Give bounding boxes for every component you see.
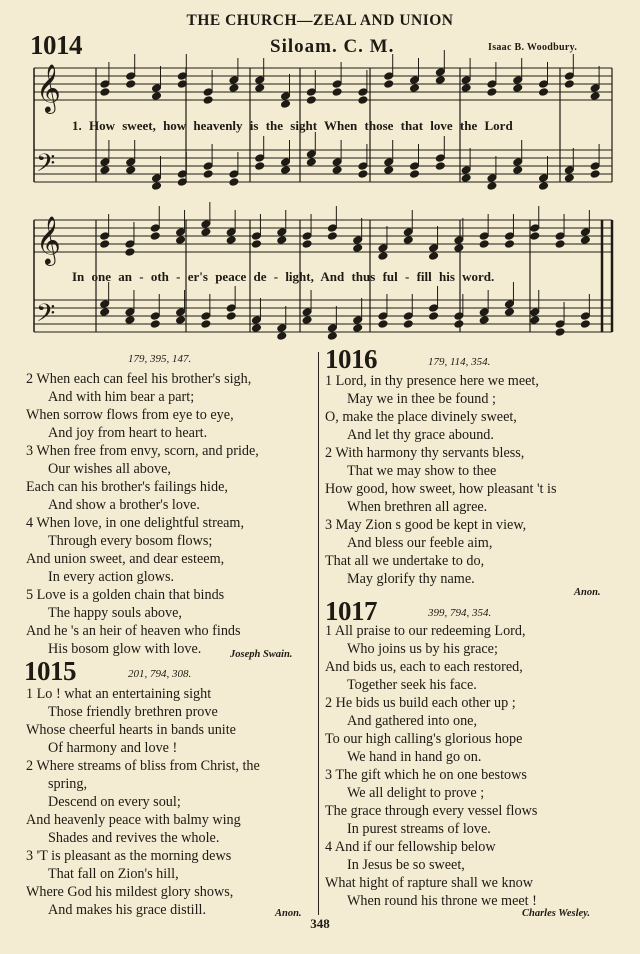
note-head xyxy=(487,174,497,183)
note-head xyxy=(251,316,261,325)
note-head xyxy=(201,228,211,237)
stanza-line: When sorrow flows from eye to eye, xyxy=(26,407,234,423)
note-head xyxy=(281,158,291,167)
note-head xyxy=(100,80,110,89)
note-head xyxy=(410,162,420,171)
note-head xyxy=(358,162,368,171)
note-head xyxy=(513,84,523,93)
stanza-line: How good, how sweet, how pleasant 't is xyxy=(325,481,557,497)
stanza-line: That fall on Zion's hill, xyxy=(48,866,179,882)
note-head xyxy=(353,316,363,325)
note-head xyxy=(281,100,291,109)
note-head xyxy=(435,154,445,163)
note-head xyxy=(479,316,489,325)
note-head xyxy=(530,316,540,325)
note-head xyxy=(100,300,110,309)
note-head xyxy=(150,312,160,321)
note-head xyxy=(302,316,312,325)
refs-1016: 179, 114, 354. xyxy=(428,356,491,368)
note-head xyxy=(201,312,211,321)
author-1014: Joseph Swain. xyxy=(230,649,293,660)
note-head xyxy=(429,252,439,261)
note-head xyxy=(100,166,110,175)
note-head xyxy=(152,182,162,191)
hymn-1016-stanzas xyxy=(325,372,630,588)
note-head xyxy=(590,84,600,93)
stanza-line: May we in thee be found ; xyxy=(347,391,496,407)
note-head xyxy=(429,312,439,321)
refs-1017: 399, 794, 354. xyxy=(428,607,492,619)
note-head xyxy=(410,76,420,85)
note-head xyxy=(564,166,574,175)
stanza-line: 2 He bids us build each other up ; xyxy=(325,695,516,711)
note-head xyxy=(435,68,445,77)
note-head xyxy=(100,88,110,97)
note-head xyxy=(358,170,368,179)
sheet-music xyxy=(0,0,640,354)
stanza-line: Whose cheerful hearts in bands unite xyxy=(26,722,236,738)
stanza-line: Who joins us by his grace; xyxy=(347,641,498,657)
note-head xyxy=(487,80,497,89)
note-head xyxy=(306,150,316,159)
note-head xyxy=(152,84,162,93)
note-head xyxy=(429,304,439,313)
note-head xyxy=(564,80,574,89)
stanza-line: That we may show to thee xyxy=(347,463,497,479)
note-head xyxy=(403,320,413,329)
note-head xyxy=(580,228,590,237)
stanza-line: Through every bosom flows; xyxy=(48,533,213,549)
note-head xyxy=(306,158,316,167)
lyric-line-2: In one an - oth - er's peace de - light, And thus ful - fill his word. xyxy=(72,269,495,284)
stanza-line: And joy from heart to heart. xyxy=(48,425,208,441)
note-head xyxy=(479,308,489,317)
note-head xyxy=(403,236,413,245)
stanza-line: 3 When free from envy, scorn, and pride, xyxy=(26,443,259,459)
note-head xyxy=(403,312,413,321)
note-head xyxy=(126,72,136,81)
stanza-line: 5 Love is a golden chain that binds xyxy=(26,587,225,603)
note-head xyxy=(454,244,464,253)
note-head xyxy=(530,232,540,241)
note-head xyxy=(580,320,590,329)
note-head xyxy=(530,224,540,233)
note-head xyxy=(281,92,291,101)
running-head: THE CHURCH—ZEAL AND UNION xyxy=(186,12,454,29)
note-head xyxy=(150,224,160,233)
stanza-line: 2 Where streams of bliss from Christ, the xyxy=(26,758,260,774)
note-head xyxy=(203,88,213,97)
note-head xyxy=(530,308,540,317)
note-head xyxy=(255,76,265,85)
tune-title: Siloam. C. M. xyxy=(270,36,395,57)
note-head xyxy=(454,236,464,245)
note-head xyxy=(410,170,420,179)
author-1017: Charles Wesley. xyxy=(522,908,591,919)
note-head xyxy=(539,80,549,89)
stanza-line: To our high calling's glorious hope xyxy=(325,731,523,747)
stanza-line: And union sweet, and dear esteem, xyxy=(26,551,225,567)
note-head xyxy=(229,84,239,93)
note-head xyxy=(487,182,497,191)
stanza-line: 1 Lord, in thy presence here we meet, xyxy=(325,373,539,389)
note-head xyxy=(251,324,261,333)
note-head xyxy=(277,332,287,341)
note-head xyxy=(555,320,565,329)
hymn-number-1015: 1015 xyxy=(24,656,76,686)
note-head xyxy=(461,174,471,183)
note-head xyxy=(555,240,565,249)
note-head xyxy=(281,166,291,175)
note-head xyxy=(277,236,287,245)
stanza-line: And heavenly peace with balmy wing xyxy=(26,812,241,828)
note-head xyxy=(461,84,471,93)
note-head xyxy=(226,312,236,321)
stanza-line: When round his throne we meet ! xyxy=(347,893,537,909)
note-head xyxy=(384,158,394,167)
stanza-line: 3 'T is pleasant as the morning dews xyxy=(26,848,232,864)
stanza-line: Together seek his face. xyxy=(347,677,477,693)
stanza-line: Our wishes all above, xyxy=(48,461,171,477)
note-head xyxy=(454,320,464,329)
stanza-line: In purest streams of love. xyxy=(347,821,491,837)
note-head xyxy=(203,162,213,171)
bass-clef-icon: 𝄢 xyxy=(36,149,56,184)
note-head xyxy=(229,178,239,187)
note-head xyxy=(504,300,514,309)
note-head xyxy=(384,72,394,81)
note-head xyxy=(125,248,135,257)
note-head xyxy=(176,316,186,325)
note-head xyxy=(353,244,363,253)
note-head xyxy=(461,76,471,85)
note-head xyxy=(255,84,265,93)
note-head xyxy=(555,232,565,241)
note-head xyxy=(332,88,342,97)
note-head xyxy=(513,166,523,175)
stanza-line: Descend on every soul; xyxy=(48,794,181,810)
column-divider xyxy=(318,352,319,915)
note-head xyxy=(302,308,312,317)
stanza-line: 3 May Zion s good be kept in view, xyxy=(325,517,527,533)
stanza-line: May glorify thy name. xyxy=(347,571,475,587)
hymn-number-1016: 1016 xyxy=(325,344,377,374)
stanza-line: In every action glows. xyxy=(48,569,175,585)
note-head xyxy=(176,308,186,317)
stanza-line: His bosom glow with love. xyxy=(48,641,202,657)
note-head xyxy=(277,228,287,237)
note-head xyxy=(150,320,160,329)
note-head xyxy=(487,88,497,97)
note-head xyxy=(203,96,213,105)
note-head xyxy=(590,92,600,101)
note-head xyxy=(454,312,464,321)
note-head xyxy=(306,96,316,105)
note-head xyxy=(479,232,489,241)
stanza-line: Shades and revives the whole. xyxy=(48,830,220,846)
stanza-line: And he 's an heir of heaven who finds xyxy=(26,623,241,639)
hymn-number-1017: 1017 xyxy=(325,596,377,626)
treble-clef-icon: 𝄞 xyxy=(36,215,61,264)
note-head xyxy=(277,324,287,333)
stanza-line: That all we undertake to do, xyxy=(325,553,485,569)
note-head xyxy=(378,252,388,261)
note-head xyxy=(358,96,368,105)
stanza-line: And bless our feeble aim, xyxy=(347,535,493,551)
hymn-1017-stanzas xyxy=(325,622,630,910)
stanza-line: What hight of rapture shall we know xyxy=(325,875,534,891)
note-head xyxy=(251,240,261,249)
stanza-line: Where God his mildest glory shows, xyxy=(26,884,234,900)
note-head xyxy=(353,324,363,333)
note-head xyxy=(479,240,489,249)
note-head xyxy=(229,170,239,179)
stanza-line: 2 With harmony thy servants bless, xyxy=(325,445,525,461)
note-head xyxy=(255,154,265,163)
stanza-line: And with him bear a part; xyxy=(48,389,195,405)
note-head xyxy=(378,312,388,321)
note-head xyxy=(251,232,261,241)
note-head xyxy=(384,80,394,89)
note-head xyxy=(332,166,342,175)
note-head xyxy=(555,328,565,337)
note-head xyxy=(327,224,337,233)
author-1015: Anon. xyxy=(275,908,302,919)
note-head xyxy=(410,84,420,93)
stanza-line: And makes his grace distill. xyxy=(48,902,207,918)
note-head xyxy=(429,244,439,253)
note-head xyxy=(435,76,445,85)
note-head xyxy=(539,88,549,97)
note-head xyxy=(327,324,337,333)
note-head xyxy=(152,174,162,183)
note-head xyxy=(150,232,160,241)
stanza-line: spring, xyxy=(48,776,88,792)
note-head xyxy=(327,232,337,241)
note-head xyxy=(226,236,236,245)
page-number: 348 xyxy=(310,916,330,931)
note-head xyxy=(126,158,136,167)
note-head xyxy=(201,320,211,329)
author-1016: Anon. xyxy=(574,587,601,598)
stanza-line: And gathered into one, xyxy=(347,713,478,729)
stanza-line: We hand in hand go on. xyxy=(347,749,482,765)
note-head xyxy=(125,240,135,249)
note-head xyxy=(378,244,388,253)
note-head xyxy=(126,166,136,175)
note-head xyxy=(226,304,236,313)
note-head xyxy=(580,312,590,321)
note-head xyxy=(504,240,514,249)
stanza-line: And let thy grace abound. xyxy=(347,427,494,443)
stanza-line: And bids us, each to each restored, xyxy=(325,659,523,675)
note-head xyxy=(539,182,549,191)
note-head xyxy=(100,232,110,241)
note-head xyxy=(384,166,394,175)
note-head xyxy=(226,228,236,237)
stanza-line: Of harmony and love ! xyxy=(48,740,178,756)
note-head xyxy=(590,162,600,171)
note-head xyxy=(177,178,187,187)
stanza-line: When brethren all agree. xyxy=(347,499,488,515)
refs-1015: 201, 794, 308. xyxy=(128,668,192,680)
note-head xyxy=(306,88,316,97)
stanza-line: Those friendly brethren prove xyxy=(48,704,218,720)
stanza-line: 3 The gift which he on one bestows xyxy=(325,767,527,783)
note-head xyxy=(302,232,312,241)
note-head xyxy=(461,166,471,175)
note-head xyxy=(513,76,523,85)
note-head xyxy=(100,240,110,249)
note-head xyxy=(564,72,574,81)
treble-clef-icon: 𝄞 xyxy=(36,63,61,112)
stanza-line: 2 When each can feel his brother's sigh, xyxy=(26,371,252,387)
hymn-1015-stanzas xyxy=(26,685,316,919)
note-head xyxy=(229,76,239,85)
note-head xyxy=(201,220,211,229)
note-head xyxy=(302,240,312,249)
note-head xyxy=(255,162,265,171)
note-head xyxy=(100,308,110,317)
lyric-line-1: 1. How sweet, how heavenly is the sight When those that love the Lord xyxy=(72,118,513,133)
note-head xyxy=(353,236,363,245)
note-head xyxy=(435,162,445,171)
stanza-line: 1 Lo ! what an entertaining sight xyxy=(26,686,212,702)
note-head xyxy=(100,158,110,167)
note-head xyxy=(152,92,162,101)
stanza-line: Each can his brother's failings hide, xyxy=(26,479,228,495)
note-head xyxy=(504,232,514,241)
refs-1014: 179, 395, 147. xyxy=(128,353,192,365)
stanza-line: O, make the place divinely sweet, xyxy=(325,409,517,425)
stanza-line: The happy souls above, xyxy=(48,605,182,621)
note-head xyxy=(125,316,135,325)
hymn-number-1014: 1014 xyxy=(30,30,82,60)
stanza-line: The grace through every vessel flows xyxy=(325,803,538,819)
note-head xyxy=(580,236,590,245)
stanza-line: In Jesus be so sweet, xyxy=(347,857,465,873)
note-head xyxy=(176,228,186,237)
stanza-line: 1 All praise to our redeeming Lord, xyxy=(325,623,526,639)
stanza-line: And show a brother's love. xyxy=(48,497,200,513)
note-head xyxy=(358,88,368,97)
note-head xyxy=(539,174,549,183)
stanza-line: 4 When love, in one delightful stream, xyxy=(26,515,245,531)
composer-credit: Isaac B. Woodbury. xyxy=(488,42,578,53)
stanza-line: 4 And if our fellowship below xyxy=(325,839,496,855)
note-head xyxy=(203,170,213,179)
note-head xyxy=(176,236,186,245)
note-head xyxy=(403,228,413,237)
note-head xyxy=(378,320,388,329)
note-head xyxy=(332,80,342,89)
note-head xyxy=(126,80,136,89)
note-head xyxy=(504,308,514,317)
note-head xyxy=(125,308,135,317)
note-head xyxy=(332,158,342,167)
bass-clef-icon: 𝄢 xyxy=(36,299,56,334)
note-head xyxy=(590,170,600,179)
note-head xyxy=(564,174,574,183)
stanza-line: We all delight to prove ; xyxy=(347,785,485,801)
note-head xyxy=(513,158,523,167)
note-head xyxy=(327,332,337,341)
hymn-1014-stanzas xyxy=(26,370,316,658)
